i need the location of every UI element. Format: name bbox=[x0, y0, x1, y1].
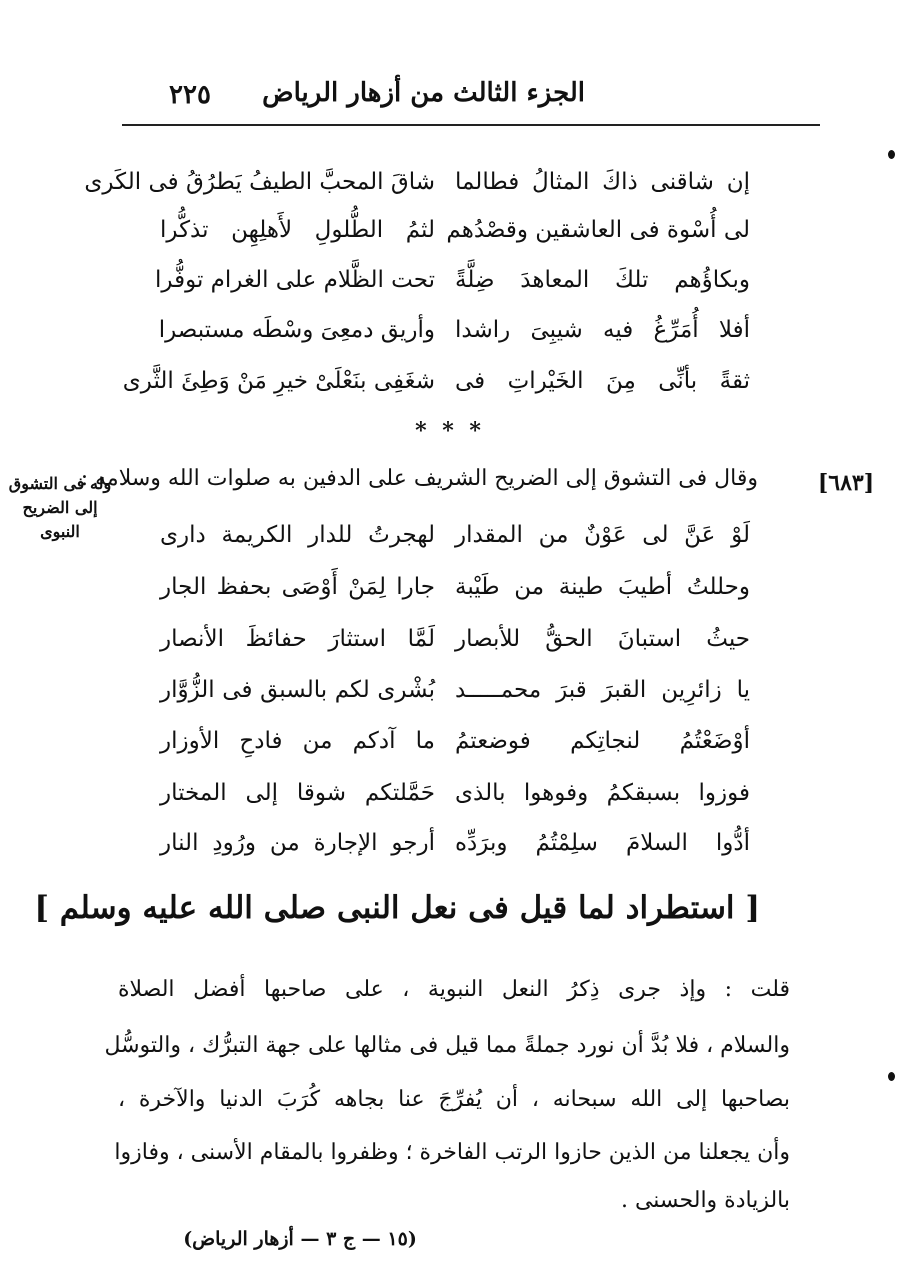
verse-hemistich-right: حيثُ استبانَ الحقُّ للأبصار bbox=[455, 626, 750, 652]
running-title: الجزء الثالث من أزهار الرياض bbox=[262, 78, 585, 108]
verse-hemistich-right: فوزوا بسبقكمُ وفوهوا بالذى bbox=[455, 780, 750, 806]
verse-hemistich-left: لَمَّا استثارَ حفائظَ الأنصار bbox=[160, 626, 435, 652]
verse-hemistich-left: أرجو الإجارة من ورُودِ النار bbox=[160, 830, 435, 856]
verse-hemistich-left: شغَفِى بنَعْلَىْ خيرِ مَنْ وَطِئَ الثَّرى bbox=[122, 368, 435, 394]
verse-hemistich-right: لى أُسْوة فى العاشقين وقصْدُهم bbox=[446, 217, 750, 243]
verse-hemistich-right: لَوْ عَنَّ لى عَوْنٌ من المقدار bbox=[455, 522, 750, 548]
prose-line: بالزيادة والحسنى . bbox=[620, 1188, 790, 1213]
verse-hemistich-right: أفلا أُمَرِّغُ فيه شيبِىَ راشدا bbox=[455, 317, 750, 343]
ink-dot bbox=[888, 150, 895, 159]
verse-hemistich-right: أوْضَعْتُمُ لنجاتِكم فوضعتمُ bbox=[455, 728, 750, 754]
verse-hemistich-left: لهجرتُ للدار الكريمة دارى bbox=[160, 522, 435, 548]
prose-line: والسلام ، فلا بُدَّ أن نورد جملةً مما قيل فى مثالها على جهة التبرُّك ، والتوسُّل bbox=[104, 1033, 790, 1058]
page-number: ٢٢٥ bbox=[169, 80, 211, 110]
margin-note: وله فى التشوق إلى الضريح النبوى bbox=[8, 474, 112, 541]
verse-hemistich-right: ثقةً بأنِّى مِنَ الخَيْراتِ فى bbox=[455, 368, 750, 394]
verse-hemistich-left: لثمُ الطُّلولِ لأَهلِهِن تذكُّرا bbox=[160, 217, 435, 243]
section-heading: [ استطراد لما قيل فى نعل النبى صلى الله عليه وسلم ] bbox=[34, 890, 760, 926]
verse-hemistich-left: جارا لِمَنْ أَوْصَى بحفظ الجار bbox=[160, 574, 435, 600]
verse-hemistich-right: أدُّوا السلامَ سلِمْتُمُ وبرَدِّه bbox=[455, 830, 750, 856]
header-rule bbox=[122, 124, 820, 126]
prose-line: بصاحبها إلى الله سبحانه ، أن يُفرِّجَ عنا بجاهه كُرَبَ الدنيا والآخرة ، bbox=[118, 1087, 790, 1112]
poem-number: [٦٨٣] bbox=[817, 470, 875, 496]
verse-hemistich-right: وبكاؤُهم تلكَ المعاهدَ ضِلَّةً bbox=[455, 267, 750, 293]
verse-hemistich-left: وأريق دمعِىَ وسْطَه مستبصرا bbox=[158, 317, 435, 343]
ink-dot bbox=[888, 1072, 895, 1081]
verse-hemistich-left: ما آدكم من فادحِ الأوزار bbox=[160, 728, 435, 754]
prose-line: وأن يجعلنا من الذين حازوا الرتب الفاخرة ؛ وظفروا بالمقام الأسنى ، وفازوا bbox=[114, 1140, 790, 1165]
verse-hemistich-left: بُشْرى لكم بالسبق فى الزُّوَّار bbox=[160, 677, 435, 703]
verse-hemistich-left: تحت الظَّلام على الغرام توفُّرا bbox=[155, 267, 435, 293]
section-separator: * * * bbox=[415, 418, 485, 444]
verse-hemistich-right: وحللتُ أطيبَ طينة من طَيْبة bbox=[455, 574, 750, 600]
verse-hemistich-left: شاقَ المحبَّ الطيفُ يَطرُقُ فى الكَرى bbox=[84, 169, 435, 195]
poem-intro: وقال فى التشوق إلى الضريح الشريف على الدفين به صلوات الله وسلامه : bbox=[80, 466, 758, 491]
footer-signature: (١٥ — ج ٣ — أزهار الرياض) bbox=[183, 1228, 417, 1250]
prose-line: قلت : وإذ جرى ذِكرُ النعل النبوية ، على صاحبها أفضل الصلاة bbox=[118, 977, 790, 1002]
verse-hemistich-right: إن شاقنى ذاكَ المثالُ فطالما bbox=[455, 169, 750, 195]
verse-hemistich-left: حَمَّلتكم شوقا إلى المختار bbox=[160, 780, 435, 806]
verse-hemistich-right: يا زائرِين القبرَ قبرَ محمـــــد bbox=[455, 677, 750, 703]
